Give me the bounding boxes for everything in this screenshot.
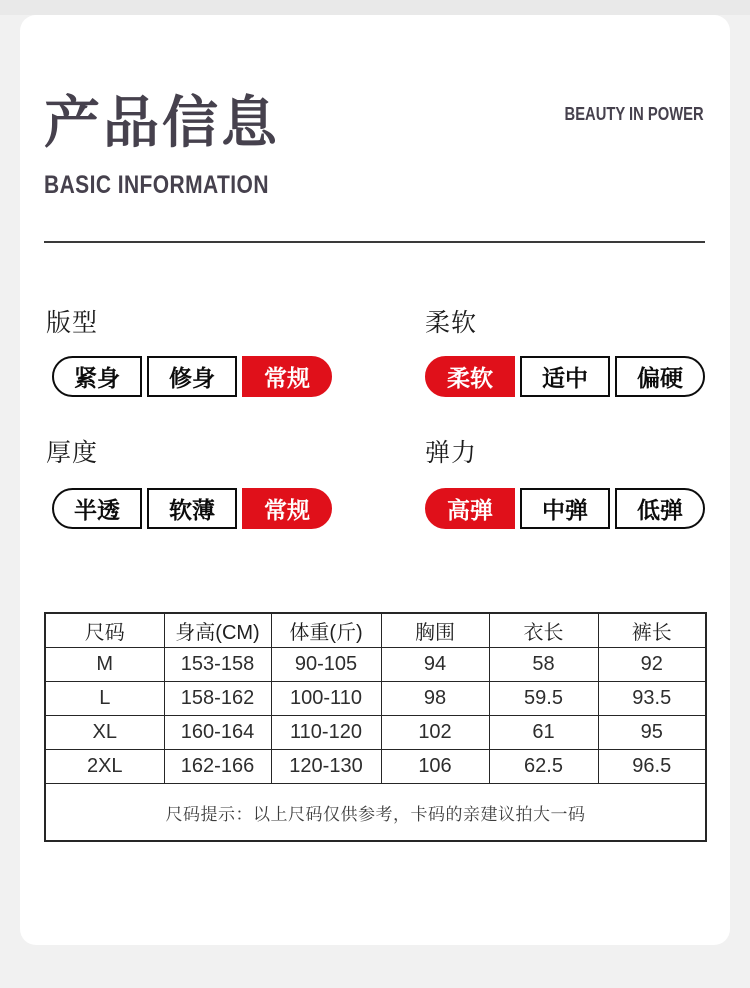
fit-option-tight[interactable]: 紧身 (52, 356, 142, 397)
cell-pant-length: 93.5 (598, 682, 706, 716)
elasticity-option-medium[interactable]: 中弹 (520, 488, 610, 529)
table-row (45, 648, 706, 682)
cell-size: L (45, 682, 164, 716)
table-row (45, 716, 706, 750)
cell-height: 153-158 (164, 648, 271, 682)
page-title: 产品信息 (44, 91, 280, 154)
size-table-header-row (45, 613, 706, 648)
elasticity-option-high[interactable]: 高弹 (425, 488, 515, 529)
cell-bust: 98 (381, 682, 489, 716)
col-header-pant-length: 裤长 (598, 613, 706, 648)
cell-top-length: 62.5 (489, 750, 598, 784)
cell-bust: 94 (381, 648, 489, 682)
cell-bust: 106 (381, 750, 489, 784)
col-header-bust: 胸围 (381, 613, 489, 648)
cell-pant-length: 96.5 (598, 750, 706, 784)
cell-weight: 90-105 (271, 648, 381, 682)
fit-option-slim[interactable]: 修身 (147, 356, 237, 397)
cell-size: M (45, 648, 164, 682)
col-header-weight: 体重(斤) (271, 613, 381, 648)
attr-label-thickness: 厚度 (46, 439, 99, 467)
col-header-top-length: 衣长 (489, 613, 598, 648)
cell-top-length: 59.5 (489, 682, 598, 716)
cell-top-length: 58 (489, 648, 598, 682)
cell-size: XL (45, 716, 164, 750)
col-header-height: 身高(CM) (164, 613, 271, 648)
size-note-row (45, 784, 706, 842)
softness-option-soft[interactable]: 柔软 (425, 356, 515, 397)
page-subtitle: BASIC INFORMATION (44, 171, 269, 199)
cell-pant-length: 95 (598, 716, 706, 750)
brand-text: BEAUTY IN POWER (564, 104, 704, 124)
fit-option-regular[interactable]: 常规 (242, 356, 332, 397)
cell-pant-length: 92 (598, 648, 706, 682)
col-header-size: 尺码 (45, 613, 164, 648)
header-divider (44, 241, 705, 243)
thickness-option-sheer[interactable]: 半透 (52, 488, 142, 529)
thickness-option-regular[interactable]: 常规 (242, 488, 332, 529)
softness-option-group (425, 356, 705, 397)
elasticity-option-group (425, 488, 705, 529)
cell-size: 2XL (45, 750, 164, 784)
cell-height: 162-166 (164, 750, 271, 784)
attr-label-fit: 版型 (46, 309, 99, 337)
fit-option-group (52, 356, 332, 397)
cell-weight: 100-110 (271, 682, 381, 716)
table-row (45, 682, 706, 716)
elasticity-option-low[interactable]: 低弹 (615, 488, 705, 529)
attr-label-softness: 柔软 (425, 309, 478, 337)
product-info-card (20, 15, 730, 945)
size-note: 尺码提示：以上尺码仅供参考，卡码的亲建议拍大一码 (45, 784, 706, 842)
attr-label-elasticity: 弹力 (425, 439, 478, 467)
cell-height: 160-164 (164, 716, 271, 750)
cell-weight: 120-130 (271, 750, 381, 784)
size-table (44, 612, 707, 842)
cell-top-length: 61 (489, 716, 598, 750)
table-row (45, 750, 706, 784)
softness-option-hard[interactable]: 偏硬 (615, 356, 705, 397)
softness-option-medium[interactable]: 适中 (520, 356, 610, 397)
page-top-band (0, 0, 750, 15)
thickness-option-group (52, 488, 332, 529)
thickness-option-thin[interactable]: 软薄 (147, 488, 237, 529)
cell-height: 158-162 (164, 682, 271, 716)
cell-weight: 110-120 (271, 716, 381, 750)
cell-bust: 102 (381, 716, 489, 750)
